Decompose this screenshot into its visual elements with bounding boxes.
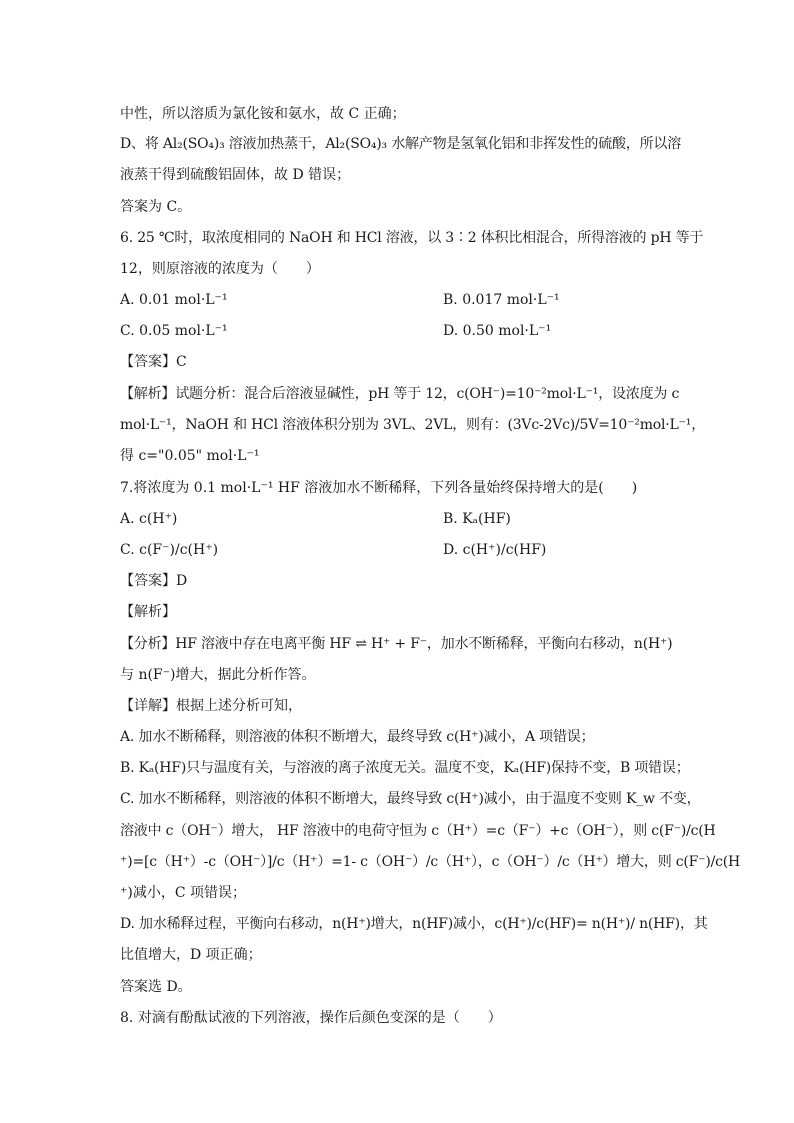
analysis-text: 溶液中 c（OH⁻）增大， HF 溶液中的电荷守恒为 c（H⁺）=c（F⁻）+c（OH⁻），则 c(F⁻)/c(H <box>120 823 716 839</box>
analysis-text: ⁺)=[c（H⁺）-c（OH⁻）]/c（H⁺）=1- c（OH⁻）/c（H⁺），c（OH⁻）/c（H⁺）增大，则 c(F⁻)/c(H <box>120 854 741 870</box>
analysis-label: 【解析】 <box>120 604 176 620</box>
analysis-text: 答案选 D。 <box>120 979 192 995</box>
option-a: A. 0.01 mol·L⁻¹ <box>120 292 228 308</box>
analysis-text: A. 加水不断稀释，则溶液的体积不断增大，最终导致 c(H⁺)减小，A 项错误； <box>120 729 595 745</box>
analysis-text: ⁺)减小，C 项错误； <box>120 885 247 901</box>
option-c: C. 0.05 mol·L⁻¹ <box>120 323 228 339</box>
text-line: 液蒸干得到硫酸铝固体，故 D 错误； <box>120 167 351 183</box>
option-b: B. Kₐ(HF) <box>443 511 511 527</box>
answer-label: 【答案】C <box>120 354 187 370</box>
analysis-text: 得 c="0.05" mol·L⁻¹ <box>120 448 260 464</box>
answer-label: 【答案】D <box>120 573 188 589</box>
analysis-text: 与 n(F⁻)增大，据此分析作答。 <box>120 667 316 683</box>
analysis-text: D. 加水稀释过程，平衡向右移动，n(H⁺)增大，n(HF)减小，c(H⁺)/c(HF)= n(H⁺)/ n(HF)，其 <box>120 916 708 932</box>
option-c: C. c(F⁻)/c(H⁺) <box>120 542 219 558</box>
analysis-text: 【详解】根据上述分析可知， <box>120 698 302 714</box>
text-line: 答案为 C。 <box>120 199 192 215</box>
option-d: D. c(H⁺)/c(HF) <box>443 542 547 558</box>
text-line: 中性，所以溶质为氯化铵和氨水，故 C 正确； <box>120 106 406 122</box>
question-6-stem: 12，则原溶液的浓度为（ ） <box>120 261 320 277</box>
question-7-stem: 7.将浓度为 0.1 mol·L⁻¹ HF 溶液加水不断稀释，下列各量始终保持增大的是( ) <box>120 480 638 496</box>
text-line: D、将 Al₂(SO₄)₃ 溶液加热蒸干，Al₂(SO₄)₃ 水解产物是氢氧化铝和非挥发性的硫酸，所以溶 <box>120 136 682 152</box>
option-a: A. c(H⁺) <box>120 511 178 527</box>
analysis-text: C. 加水不断稀释，则溶液的体积不断增大，最终导致 c(H⁺)减小，由于温度不变则 K_w 不变， <box>120 791 701 807</box>
analysis-text: 比值增大，D 项正确； <box>120 947 262 963</box>
option-b: B. 0.017 mol·L⁻¹ <box>443 292 560 308</box>
option-d: D. 0.50 mol·L⁻¹ <box>443 323 552 339</box>
analysis-text: mol·L⁻¹，NaOH 和 HCl 溶液体积分别为 3VL、2VL，则有：(3Vc-2Vc)/5V=10⁻²mol·L⁻¹， <box>120 417 706 433</box>
analysis-text: 【分析】HF 溶液中存在电离平衡 HF ⇌ H⁺ + F⁻，加水不断稀释，平衡向右移动，n(H⁺) <box>120 636 673 652</box>
question-6-stem: 6. 25 ℃时，取浓度相同的 NaOH 和 HCl 溶液，以 3∶2 体积比相混合，所得溶液的 pH 等于 <box>120 230 704 246</box>
question-8-stem: 8. 对滴有酚酞试液的下列溶液，操作后颜色变深的是（ ） <box>120 1010 502 1026</box>
analysis-text: 【解析】试题分析：混合后溶液显碱性，pH 等于 12，c(OH⁻)=10⁻²mol·L⁻¹，设浓度为 c <box>120 386 680 402</box>
analysis-text: B. Kₐ(HF)只与温度有关，与溶液的离子浓度无关。温度不变，Kₐ(HF)保持不变，B 项错误； <box>120 760 690 776</box>
